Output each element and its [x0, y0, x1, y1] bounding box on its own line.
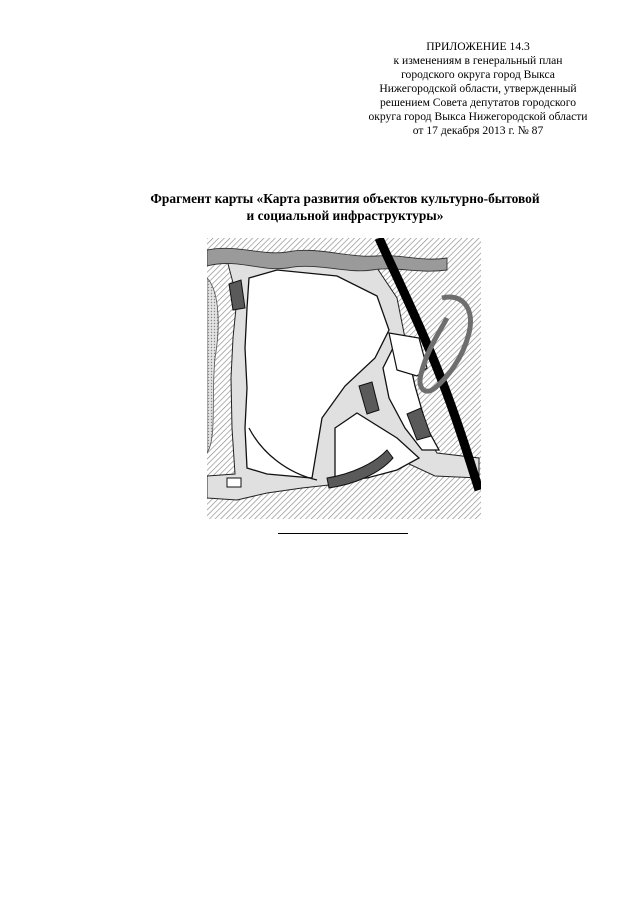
divider-line	[278, 533, 408, 534]
appendix-line: решением Совета депутатов городского	[380, 96, 576, 109]
document-title	[95, 190, 595, 224]
appendix-line: городского округа город Выкса	[401, 68, 555, 81]
appendix-header	[328, 40, 628, 138]
title-line-1: Фрагмент карты «Карта развития объектов культурно-бытовой	[150, 191, 540, 206]
appendix-line: Нижегородской области, утвержденный	[379, 82, 577, 95]
lower-left-strip	[207, 502, 481, 519]
appendix-date: от 17 декабря 2013 г. № 87	[412, 124, 544, 137]
appendix-line: округа город Выкса Нижегородской области	[368, 110, 588, 123]
appendix-line: к изменениям в генеральный план	[393, 54, 563, 67]
appendix-number: ПРИЛОЖЕНИЕ 14.3	[426, 40, 530, 53]
map-fragment	[207, 238, 481, 519]
small-building	[227, 478, 241, 487]
title-line-2: и социальной инфраструктуры»	[246, 208, 444, 223]
